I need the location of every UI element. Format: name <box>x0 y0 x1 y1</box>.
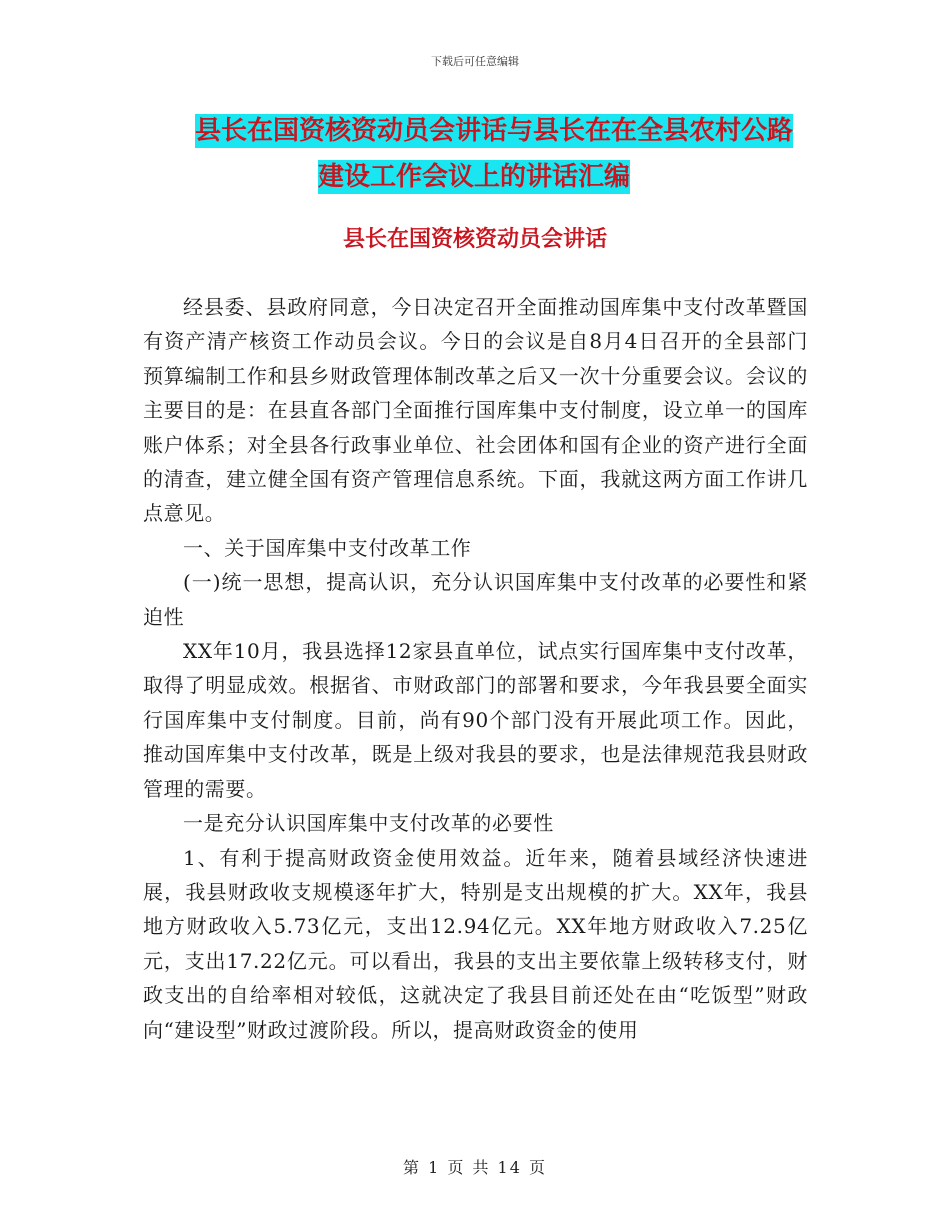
paragraph: 一是充分认识国库集中支付改革的必要性 <box>183 811 554 836</box>
document-title-line-1 <box>143 108 807 154</box>
document-title-line-2 <box>143 154 807 200</box>
section-title: 县长在国资核资动员会讲话 <box>342 227 607 252</box>
paragraph: XX年10月，我县选择12家县直单位，试点实行国库集中支付改革，取得了明显成效。根据省、市财政部门的部署和要求，今年我县要全面实行国库集中支付制度。目前，尚有90个部门没有开展此项工作。因此，推动国库集中支付改革，既是上级对我县的要求，也是法律规范我县财政管理的需要。 <box>143 639 808 801</box>
paragraph: (一)统一思想，提高认识，充分认识国库集中支付改革的必要性和紧迫性 <box>143 570 808 629</box>
paragraph: 经县委、县政府同意，今日决定召开全面推动国库集中支付改革暨国有资产清产核资工作动员会议。今日的会议是自8月4日召开的全县部门预算编制工作和县乡财政管理体制改革之后又一次十分重要会议。会议的主要目的是：在县直各部门全面推行国库集中支付制度，设立单一的国库账户体系；对全县各行政事业单位、社会团体和国有企业的资产进行全面的清查，建立健全国有资产管理信息系统。下面，我就这两方面工作讲几点意见。 <box>143 295 808 526</box>
header-note: 下载后可任意编辑 <box>431 55 519 68</box>
title-highlight-2: 建设工作会议上的讲话汇编 <box>318 162 631 192</box>
document-body <box>143 290 808 1047</box>
document-title <box>143 108 807 200</box>
paragraph: 1、有利于提高财政资金使用效益。近年来，随着县域经济快速进展，我县财政收支规模逐年扩大，特别是支出规模的扩大。XX年，我县地方财政收入5.73亿元，支出12.94亿元。XX年地方财政收入7.25亿元，支出17.22亿元。可以看出，我县的支出主要依靠上级转移支付，财政支出的自给率相对较低，这就决定了我县目前还处在由“吃饭型”财政向“建设型”财政过渡阶段。所以，提高财政资金的使用 <box>143 845 808 1042</box>
page-number: 第 1 页 共 14 页 <box>403 1158 547 1177</box>
title-highlight-1: 县长在国资核资动员会讲话与县长在在全县农村公路 <box>195 116 794 146</box>
paragraph: 一、关于国库集中支付改革工作 <box>183 535 472 560</box>
